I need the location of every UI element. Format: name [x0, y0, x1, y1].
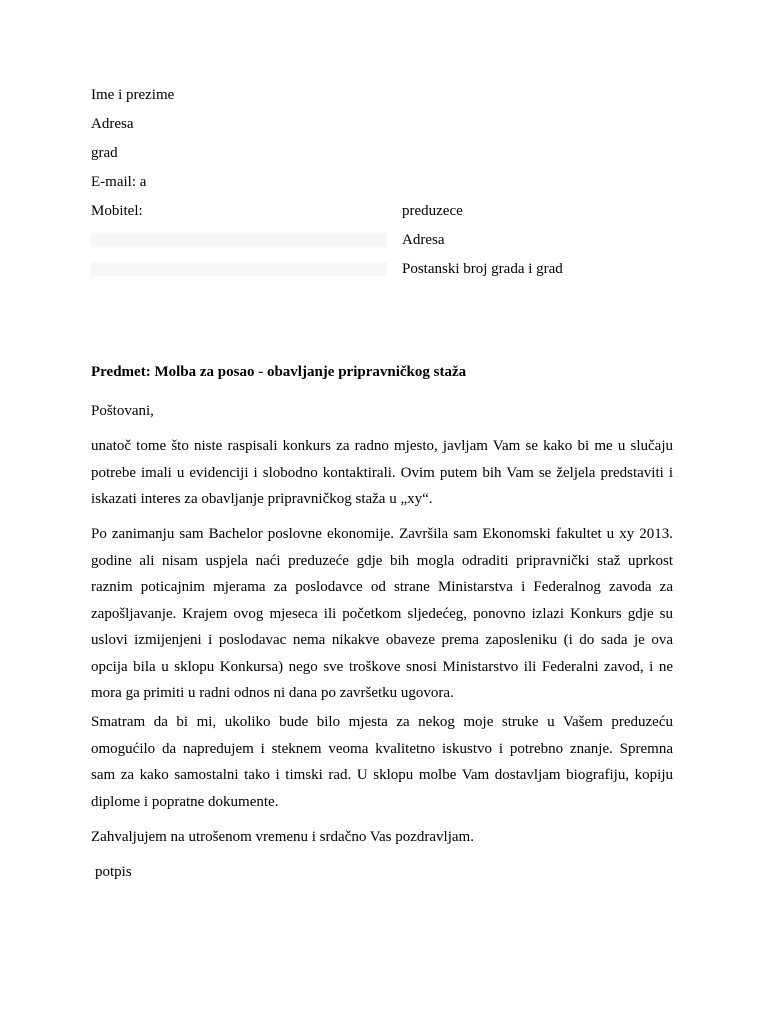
paragraph-line: Smatram da bi mi, ukoliko bude bilo mjesta za nekog moje struke u Vašem preduzeću — [91, 714, 673, 730]
recipient-company: preduzece — [402, 203, 463, 219]
paragraph-1 — [91, 433, 673, 513]
sender-city: grad — [91, 145, 118, 161]
shaded-field — [91, 262, 387, 276]
paragraph-line: diplome i popratne dokumente. — [91, 793, 279, 810]
letter-closing: Zahvaljujem na utrošenom vremenu i srdačno Vas pozdravljam. — [91, 829, 474, 845]
paragraph-3 — [91, 709, 673, 815]
paragraph-2 — [91, 521, 673, 707]
paragraph-line: uslovi izmijenjeni i poslodavac nema nikakve obaveze prema zaposleniku (i do sada je ova — [91, 632, 673, 648]
sender-mobile: Mobitel: — [91, 203, 143, 219]
recipient-address: Adresa — [402, 232, 445, 248]
paragraph-line: mora ga primiti u radni odnos ni dana po završetku ugovora. — [91, 685, 454, 701]
paragraph-line: opcija bila u sklopu Konkursa) nego sve troškove snosi Ministarstvo ili Federalni zavod, i ne — [91, 658, 673, 675]
letter-greeting: Poštovani, — [91, 403, 154, 419]
sender-email: E-mail: a — [91, 174, 147, 190]
shaded-field — [91, 233, 387, 247]
paragraph-line: iskazati interes za obavljanje pripravničkog staža u „xy“. — [91, 491, 433, 507]
paragraph-line: unatoč tome što niste raspisali konkurs za radno mjesto, javljam Vam se kako bi me u slučaju — [91, 438, 673, 454]
letter-subject: Predmet: Molba za posao - obavljanje pripravničkog staža — [91, 364, 467, 380]
paragraph-line: Po zanimanju sam Bachelor poslovne ekonomije. Završila sam Ekonomski fakultet u xy 2013. — [91, 526, 673, 542]
sender-address: Adresa — [91, 116, 134, 132]
paragraph-line: omogućilo da napredujem i steknem veoma kvalitetno iskustvo i potrebno znanje. Spremna — [91, 740, 673, 757]
sender-name: Ime i prezime — [91, 87, 175, 103]
paragraph-line: potrebe imali u evidenciji i slobodno kontaktirali. Ovim putem bih Vam se željela predstaviti i — [91, 464, 673, 481]
paragraph-line: zapošljavanje. Krajem ovog mjeseca ili početkom sljedećeg, ponovno izlazi Konkurs gdje su — [91, 605, 673, 622]
paragraph-line: sam za kako samostalni tako i timski rad. U sklopu molbe Vam dostavljam biografiju, kopiju — [91, 767, 673, 783]
signature-label: potpis — [95, 864, 132, 880]
paragraph-line: godine ali nisam uspjela naći preduzeće gdje bih mogla odraditi pripravnički staž uprkost — [91, 552, 673, 569]
recipient-postal-city: Postanski broj grada i grad — [402, 261, 563, 277]
paragraph-line: raznim poticajnim mjerama za poslodavce od strane Ministarstva i Federalnog zavoda za — [91, 579, 673, 595]
